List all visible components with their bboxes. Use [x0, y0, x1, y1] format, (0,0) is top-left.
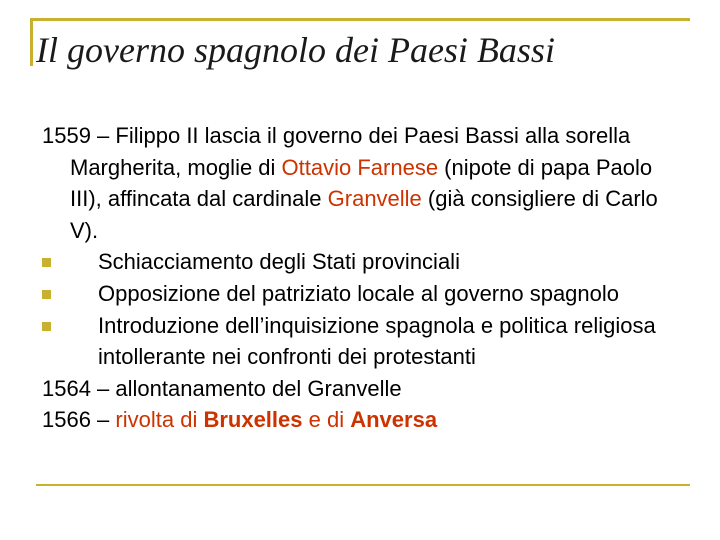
square-bullet-icon: [42, 258, 51, 267]
line-1566-prefix: 1566 –: [42, 407, 116, 433]
granvelle-highlight: Granvelle: [327, 186, 422, 212]
paragraph-1559: [42, 120, 682, 246]
title-frame-top-line: [30, 18, 690, 21]
bullet-item: [42, 310, 682, 373]
bottom-divider: [36, 484, 690, 486]
slide-content: [42, 120, 682, 436]
paragraph-1559-text-b: (nipote di papa Paolo III), affincata dal cardinale: [70, 154, 653, 212]
bullet-text: Schiacciamento degli Stati provinciali: [98, 249, 460, 275]
slide-title: Il governo spagnolo dei Paesi Bassi: [36, 30, 555, 70]
bullet-item: [42, 246, 682, 278]
bullet-text: Opposizione del patriziato locale al governo spagnolo: [98, 280, 620, 306]
ottavio-farnese-highlight: Ottavio Farnese: [281, 154, 439, 180]
square-bullet-icon: [42, 290, 51, 299]
paragraph-1559-text-c: (già consigliere di Carlo V).: [70, 186, 658, 243]
rivolta-text: rivolta di: [115, 407, 204, 433]
e-di-text: e di: [302, 407, 351, 433]
title-frame-vertical-line: [30, 18, 33, 66]
bullet-text: Introduzione dell’inquisizione spagnola e politica religiosa intollerante nei confronti dei protestanti: [98, 312, 656, 370]
anversa-highlight: Anversa: [350, 407, 438, 433]
square-bullet-icon: [42, 322, 51, 331]
line-1564: 1564 – allontanamento del Granvelle: [42, 375, 402, 401]
paragraph-1559-text-a: 1559 – Filippo II lascia il governo dei Paesi Bassi alla sorella Margherita, moglie di: [42, 123, 631, 180]
bruxelles-highlight: Bruxelles: [203, 407, 303, 433]
bullet-item: [42, 278, 682, 310]
line-1566: [42, 404, 682, 436]
